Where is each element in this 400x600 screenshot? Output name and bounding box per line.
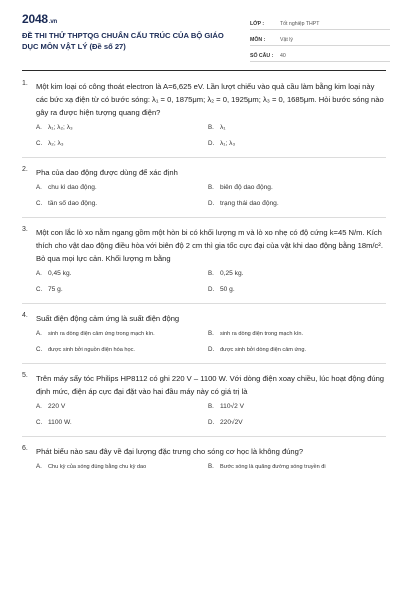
option-text: 110√2 V: [220, 403, 245, 410]
meta-value: 40: [280, 53, 286, 59]
answer-option[interactable]: [208, 402, 380, 412]
option-letter: A.: [36, 124, 42, 131]
option-text: 75 g.: [48, 286, 63, 293]
answer-option[interactable]: [208, 139, 380, 149]
answer-option[interactable]: [208, 462, 380, 472]
meta-value: Tốt nghiệp THPT: [280, 21, 320, 27]
question-item: [22, 445, 386, 472]
option-letter: B.: [208, 124, 214, 131]
question-number: 3.: [22, 226, 28, 233]
answer-options: [36, 269, 386, 295]
option-text: Chu kỳ của sóng đúng bằng chu kỳ dao: [48, 464, 147, 470]
answer-options: [36, 402, 386, 428]
option-text: λ₂; λ₃: [48, 140, 64, 147]
question-divider: [22, 363, 386, 364]
option-text: sinh ra dòng điện trong mạch kín.: [220, 331, 304, 337]
option-letter: D.: [208, 200, 215, 207]
meta-label: MÔN :: [250, 37, 266, 43]
option-letter: D.: [208, 140, 215, 147]
option-text: λ₁: [220, 124, 226, 131]
question-number: 5.: [22, 372, 28, 379]
meta-label: SỐ CÂU :: [250, 53, 274, 59]
option-text: 0,25 kg.: [220, 270, 244, 277]
option-text: 50 g.: [220, 286, 235, 293]
option-letter: C.: [36, 346, 43, 353]
question-item: [22, 226, 386, 295]
meta-row-class: [250, 14, 390, 30]
answer-option[interactable]: [208, 329, 380, 339]
question-divider: [22, 217, 386, 218]
answer-option[interactable]: [208, 269, 380, 279]
question-item: [22, 372, 386, 428]
question-item: [22, 80, 386, 149]
answer-option[interactable]: [36, 418, 208, 428]
question-text: Trên máy sấy tóc Philips HP8112 có ghi 220 V – 1100 W. Với dòng điện xoay chiều, lúc hoạt động đúng định mức, điện áp cực đại đặt vào hai đầu máy này có giá trị là: [36, 374, 385, 396]
answer-option[interactable]: [36, 139, 208, 149]
meta-value: Vật lý: [280, 37, 293, 43]
logo-text: 2048: [22, 12, 48, 26]
option-letter: C.: [36, 419, 43, 426]
question-text: Một kim loại có công thoát electron là A=6,625 eV. Lần lượt chiếu vào quả cầu làm bằng kim loại này các bức xạ điện từ có bước sóng: λ₁ = 0, 1875μm; λ₂ = 0, 1925μm; λ₃ = 0, 1685μm. Hỏi bước sóng nào gây ra được hiện tượng quang điện?: [36, 82, 384, 117]
answer-options: [36, 329, 386, 355]
option-letter: B.: [208, 184, 214, 191]
exam-title: ĐỀ THI THỬ THPTQG CHUẨN CẤU TRÚC CỦA BỘ GIÁO DỤC MÔN VẬT LÝ (Đề số 27): [22, 31, 224, 51]
option-text: 0,45 kg.: [48, 270, 72, 277]
option-letter: A.: [36, 463, 42, 470]
answer-option[interactable]: [208, 183, 380, 193]
question-number: 4.: [22, 312, 28, 319]
option-letter: C.: [36, 140, 43, 147]
exam-meta: [250, 14, 390, 62]
option-text: Bước sóng là quãng đường sóng truyền đi: [220, 464, 326, 470]
question-number: 1.: [22, 80, 28, 87]
question-divider: [22, 157, 386, 158]
option-text: 1100 W.: [48, 419, 72, 426]
option-letter: A.: [36, 330, 42, 337]
answer-options: [36, 462, 386, 472]
answer-options: [36, 183, 386, 209]
answer-option[interactable]: [208, 123, 380, 133]
question-item: [22, 312, 386, 355]
header-divider: [22, 70, 386, 71]
option-letter: D.: [208, 286, 215, 293]
meta-label: LỚP :: [250, 21, 265, 27]
meta-row-question-count: [250, 46, 390, 62]
option-letter: A.: [36, 403, 42, 410]
answer-option[interactable]: [36, 329, 208, 339]
option-text: biên độ dao động.: [220, 184, 273, 191]
answer-option[interactable]: [36, 183, 208, 193]
option-text: trạng thái dao động.: [220, 200, 279, 207]
answer-option[interactable]: [36, 123, 208, 133]
question-divider: [22, 436, 386, 437]
option-text: 220√2V: [220, 419, 243, 426]
question-text: Suất điện động cảm ứng là suất điện động: [36, 314, 180, 323]
option-text: λ₁; λ₂; λ₃: [48, 124, 73, 131]
option-letter: C.: [36, 200, 43, 207]
answer-option[interactable]: [36, 462, 208, 472]
answer-options: [36, 123, 386, 149]
option-text: λ₁; λ₃: [220, 140, 236, 147]
answer-option[interactable]: [208, 345, 380, 355]
question-number: 6.: [22, 445, 28, 452]
option-text: được sinh bởi dòng điện cảm ứng.: [220, 347, 307, 353]
option-letter: D.: [208, 419, 215, 426]
option-letter: B.: [208, 463, 214, 470]
option-text: tần số dao động.: [48, 200, 98, 207]
answer-option[interactable]: [36, 402, 208, 412]
option-letter: B.: [208, 270, 214, 277]
answer-option[interactable]: [208, 199, 380, 209]
option-letter: A.: [36, 184, 42, 191]
option-letter: D.: [208, 346, 215, 353]
site-logo[interactable]: [22, 12, 57, 26]
answer-option[interactable]: [36, 345, 208, 355]
option-letter: C.: [36, 286, 43, 293]
question-item: [22, 166, 386, 209]
answer-option[interactable]: [208, 285, 380, 295]
answer-option[interactable]: [36, 285, 208, 295]
question-text: Phát biểu nào sau đây về đại lượng đặc trưng cho sóng cơ học là không đúng?: [36, 447, 304, 456]
question-number: 2.: [22, 166, 28, 173]
question-text: Một con lắc lò xo nằm ngang gồm một hòn bi có khối lượng m và lò xo nhẹ có độ cứng k=45 N/m. Kích thích cho vật dao động điều hòa với biên độ 2 cm thì gia tốc cực đại của vật khi dao động bằng 18m/c². Bỏ qua mọi lực cản. Khối lượng m bằng: [36, 228, 383, 263]
answer-option[interactable]: [208, 418, 380, 428]
question-text: Pha của dao động được dùng để xác định: [36, 168, 178, 177]
option-text: chu kì dao động.: [48, 184, 97, 191]
option-letter: B.: [208, 403, 214, 410]
question-list: [22, 80, 386, 472]
option-text: được sinh bởi nguồn điện hóa học.: [48, 347, 135, 353]
answer-option[interactable]: [36, 269, 208, 279]
exam-header: [22, 10, 386, 62]
question-divider: [22, 303, 386, 304]
meta-row-subject: [250, 30, 390, 46]
option-letter: B.: [208, 330, 214, 337]
answer-option[interactable]: [36, 199, 208, 209]
logo-suffix: .vn: [48, 19, 57, 25]
option-text: 220 V: [48, 403, 66, 410]
option-text: sinh ra dòng điện cảm ứng trong mạch kín.: [48, 331, 155, 337]
option-letter: A.: [36, 270, 42, 277]
